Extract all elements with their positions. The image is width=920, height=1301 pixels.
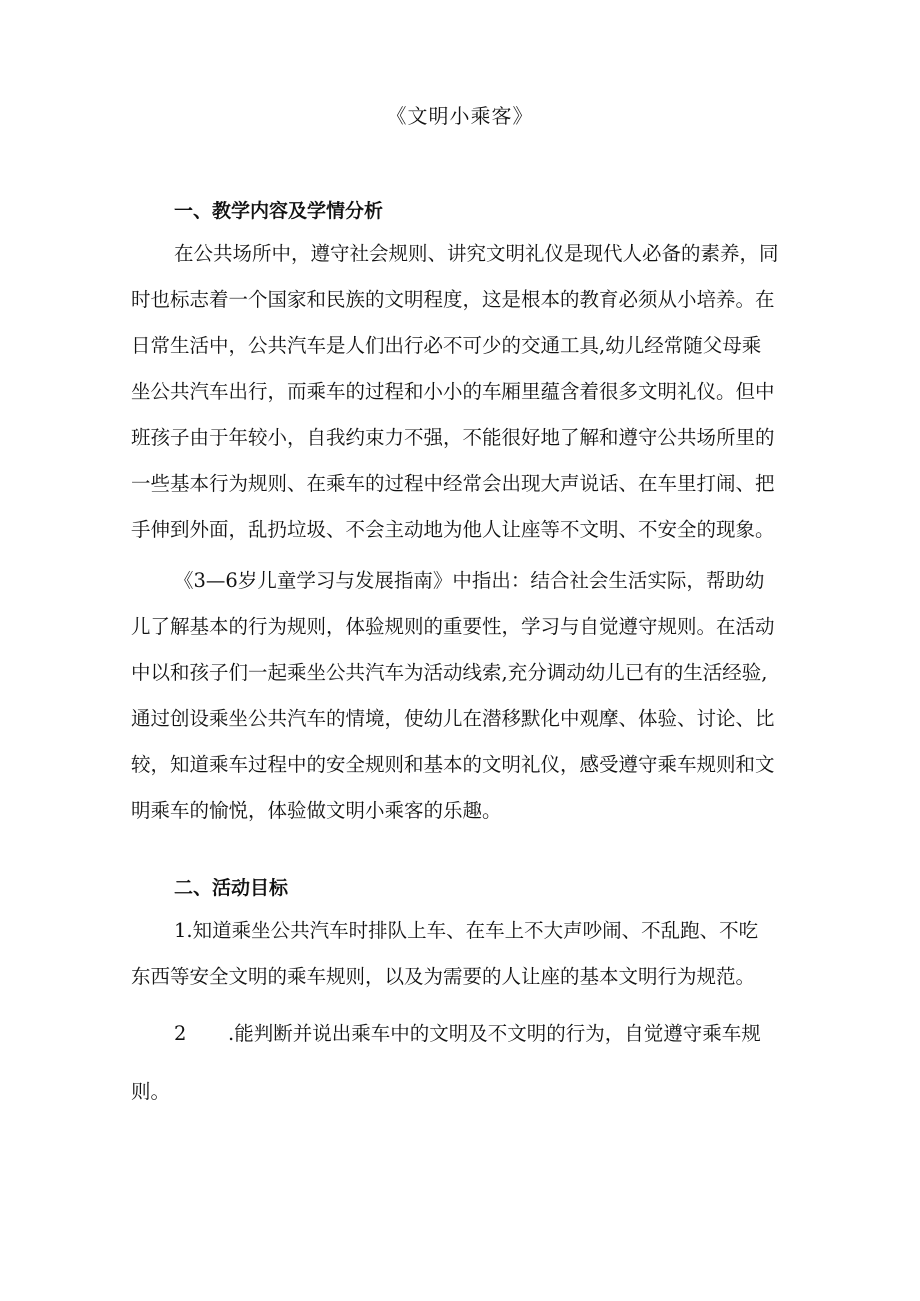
paragraph-line: 较，知道乘车过程中的安全规则和基本的文明礼仪，感受遵守乘车规则和文 — [131, 753, 775, 776]
goal-line: 则。 — [131, 1080, 171, 1103]
goal-number: 2 — [174, 1022, 187, 1045]
paragraph-line: 手伸到外面，乱扔垃圾、不会主动地为他人让座等不文明、不安全的现象。 — [131, 518, 775, 541]
paragraph-line: 在公共场所中，遵守社会规则、讲究文明礼仪是现代人必备的素养，同 — [174, 242, 779, 265]
paragraph-line: 时也标志着一个国家和民族的文明程度，这是根本的教育必须从小培养。在 — [131, 288, 775, 311]
paragraph-line: 《3—6岁儿童学习与发展指南》中指出：结合社会生活实际，帮助幼 — [174, 569, 765, 592]
goal-line: .能判断并说出乘车中的文明及不文明的行为，自觉遵守乘车规 — [228, 1022, 761, 1045]
paragraph-line: 日常生活中，公共汽车是人们出行必不可少的交通工具,幼儿经常随父母乘 — [131, 334, 762, 357]
paragraph-line: 中以和孩子们一起乘坐公共汽车为活动线索,充分调动幼儿已有的生活经验, — [131, 661, 768, 684]
paragraph-line: 班孩子由于年较小，自我约束力不强，不能很好地了解和遵守公共场所里的 — [131, 426, 775, 449]
paragraph-line: 明乘车的愉悦，体验做文明小乘客的乐趣。 — [131, 799, 502, 822]
paragraph-line: 通过创设乘坐公共汽车的情境，使幼儿在潜移默化中观摩、体验、讨论、比 — [131, 707, 775, 730]
goal-line: 东西等安全文明的乘车规则，以及为需要的人让座的基本文明行为规范。 — [131, 965, 756, 988]
section-heading-2: 二、活动目标 — [174, 877, 289, 899]
document-title: 《文明小乘客》 — [386, 104, 534, 128]
paragraph-line: 一些基本行为规则、在乘车的过程中经常会出现大声说话、在车里打闹、把 — [131, 472, 775, 495]
section-heading-1: 一、教学内容及学情分析 — [174, 200, 384, 222]
paragraph-line: 坐公共汽车出行，而乘车的过程和小小的车厢里蕴含着很多文明礼仪。但中 — [131, 380, 775, 403]
goal-line: 1.知道乘坐公共汽车时排队上车、在车上不大声吵闹、不乱跑、不吃 — [174, 919, 759, 942]
paragraph-line: 儿了解基本的行为规则，体验规则的重要性，学习与自觉遵守规则。在活动 — [131, 615, 775, 638]
